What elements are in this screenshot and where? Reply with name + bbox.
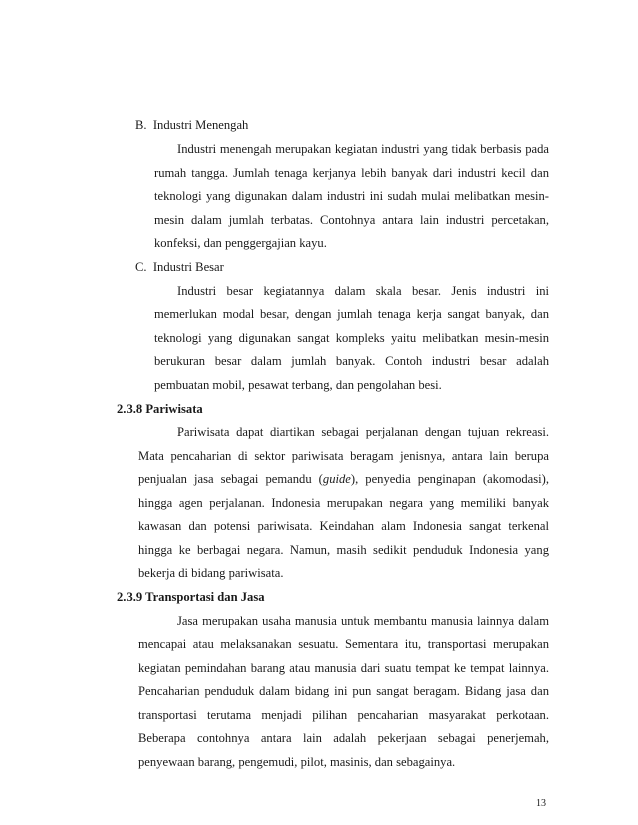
paragraph-line (138, 471, 549, 488)
paragraph-line: mencapai atau melaksanakan sesuatu. Sementara itu, transportasi merupakan (138, 637, 549, 651)
paragraph-line: Industri menengah merupakan kegiatan industri yang tidak berbasis pada (177, 142, 549, 156)
paragraph-line: Pariwisata dapat diartikan sebagai perjalanan dengan tujuan rekreasi. (177, 425, 549, 439)
paragraph-line: hingga ke berbagai negara. Namun, masih sedikit penduduk Indonesia yang (138, 543, 549, 557)
italic-term: guide (322, 472, 351, 486)
paragraph-line: Mata pencaharian di sektor pariwisata beragam jenisnya, antara lain berupa (138, 449, 549, 463)
paragraph-line: Beberapa contohnya antara lain adalah pekerjaan sebagai penerjemah, (138, 731, 549, 745)
paragraph-line: transportasi terutama menjadi pilihan pencaharian masyarakat perkotaan. (138, 708, 549, 722)
paragraph-line: teknologi yang digunakan sangat kompleks yaitu melibatkan mesin-mesin (154, 331, 549, 345)
paragraph-line: Industri besar kegiatannya dalam skala besar. Jenis industri ini (177, 284, 549, 298)
paragraph-line: kawasan dan potensi pariwisata. Keindahan alam Indonesia sangat terkenal (138, 519, 549, 533)
section-heading-transportasi: 2.3.9 Transportasi dan Jasa (117, 590, 265, 604)
paragraph-line: bekerja di bidang pariwisata. (138, 566, 284, 580)
paragraph-line: rumah tangga. Jumlah tenaga kerjanya lebih banyak dari industri kecil dan (154, 166, 549, 180)
paragraph-line: berukuran besar dalam jumlah banyak. Contoh industri besar adalah (154, 354, 549, 368)
page-number: 13 (536, 798, 546, 809)
paragraph-line: mesin dalam jumlah terbatas. Contohnya antara lain industri percetakan, (154, 213, 549, 227)
text-run: penjualan jasa sebagai pemandu ( (138, 472, 323, 486)
text-run: ), penyedia penginapan (akomodasi), (350, 472, 549, 486)
section-heading-pariwisata: 2.3.8 Pariwisata (117, 402, 203, 416)
paragraph-line: penyewaan barang, pengemudi, pilot, masinis, dan sebagainya. (138, 755, 456, 769)
section-b-heading: B. Industri Menengah (135, 118, 249, 132)
paragraph-line: memerlukan modal besar, dengan jumlah tenaga kerja sangat banyak, dan (154, 307, 549, 321)
paragraph-line: pembuatan mobil, pesawat terbang, dan pengolahan besi. (154, 378, 442, 392)
paragraph-line: konfeksi, dan penggergajian kayu. (154, 236, 327, 250)
paragraph-line: Jasa merupakan usaha manusia untuk membantu manusia lainnya dalam (177, 614, 549, 628)
paragraph-line: kegiatan pemindahan barang atau manusia dari suatu tempat ke tempat lainnya. (138, 661, 549, 675)
paragraph-line: Pencaharian penduduk dalam bidang ini pun sangat beragam. Bidang jasa dan (138, 684, 549, 698)
section-c-heading: C. Industri Besar (135, 260, 224, 274)
paragraph-line: hingga agen perjalanan. Indonesia merupakan negara yang memiliki banyak (138, 496, 549, 510)
paragraph-line: teknologi yang digunakan dalam industri ini sudah mulai melibatkan mesin- (154, 189, 549, 203)
